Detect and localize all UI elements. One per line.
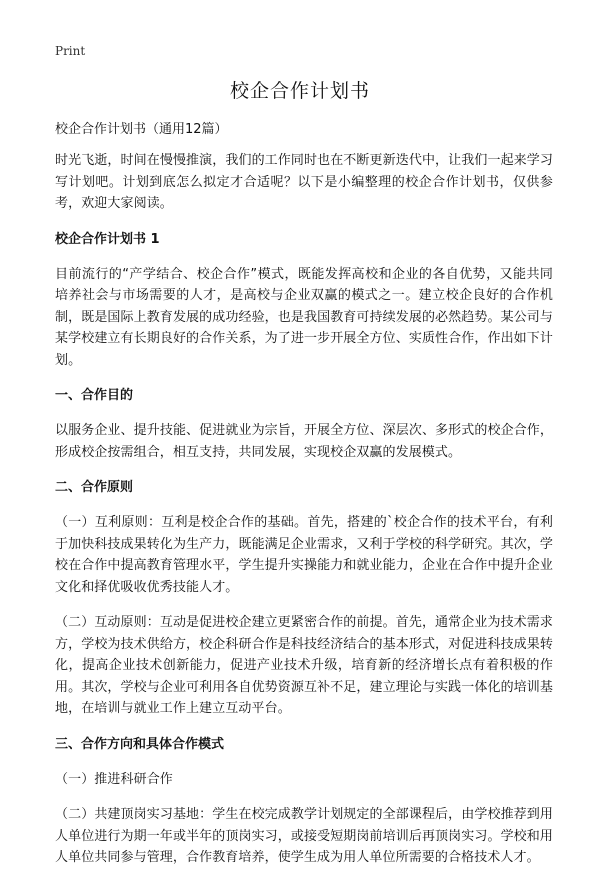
section-paragraph-interaction: （二）互动原则：互动是促进校企建立更紧密合作的前提。首先，通常企业为技术需求方，学校为技术供给方，校企科研合作是科技经济结合的基本形式，对促进科技成果转化，提高企业技术创新能力，促进产业技术升级，培育新的经济增长点有着积极的作用。其次，学校与企业可利用各自优势资源互补不足，建立理论与实践一体化的培训基地，在培训与就业工作上建立互动平台。 <box>55 615 553 716</box>
print-link[interactable]: Print <box>55 44 86 58</box>
section-paragraph-internship-base: （二）共建顶岗实习基地：学生在校完成教学计划规定的全部课程后，由学校推荐到用人单位进行为期一年或半年的顶岗实习，或接受短期岗前培训后再顶岗实习。学校和用人单位共同参与管理，合作教育培养，使学生成为用人单位所需要的合格技术人才。 <box>55 807 553 865</box>
document-subtitle: 校企合作计划书（通用12篇） <box>55 122 228 137</box>
subsection-research-cooperation: （一）推进科研合作 <box>55 771 173 787</box>
intro-paragraph: 时光飞逝，时间在慢慢推演，我们的工作同时也在不断更新迭代中，让我们一起来学习写计划吧。计划到底怎么拟定才合适呢？以下是小编整理的校企合作计划书，仅供参考，欢迎大家阅读。 <box>55 153 553 211</box>
section-heading-principles: 二、合作原则 <box>55 480 134 495</box>
section-paragraph-purpose: 以服务企业、提升技能、促进就业为宗旨，开展全方位、深层次、多形式的校企合作，形成校企按需组合，相互支持，共同发展，实现校企双赢的发展模式。 <box>55 423 553 460</box>
section-heading-purpose: 一、合作目的 <box>55 388 134 403</box>
article-paragraph: 目前流行的“产学结合、校企合作”模式，既能发挥高校和企业的各自优势，又能共同培养社会与市场需要的人才，是高校与企业双赢的模式之一。建立校企良好的合作机制，既是国际上教育发展的成功经验，也是我国教育可持续发展的必然趋势。某公司与某学校建立有长期良好的合作关系，为了进一步开展全方位、实质性合作，作出如下计划。 <box>55 266 553 368</box>
document-body <box>55 119 553 883</box>
page-title: 校企合作计划书 <box>229 80 370 102</box>
article-heading: 校企合作计划书 1 <box>55 231 160 247</box>
section-heading-cooperation-modes: 三、合作方向和具体合作模式 <box>55 736 225 752</box>
section-paragraph-mutual-benefit: （一）互利原则：互利是校企合作的基础。首先，搭建的`校企合作的技术平台，有利于加快科技成果转化为生产力，既能满足企业需求，又利于学校的科学研究。其次，学校在合作中提高教育管理水平，学生提升实操能力和就业能力，企业在合作中提升企业文化和择优吸收优秀技能人才。 <box>55 515 553 595</box>
